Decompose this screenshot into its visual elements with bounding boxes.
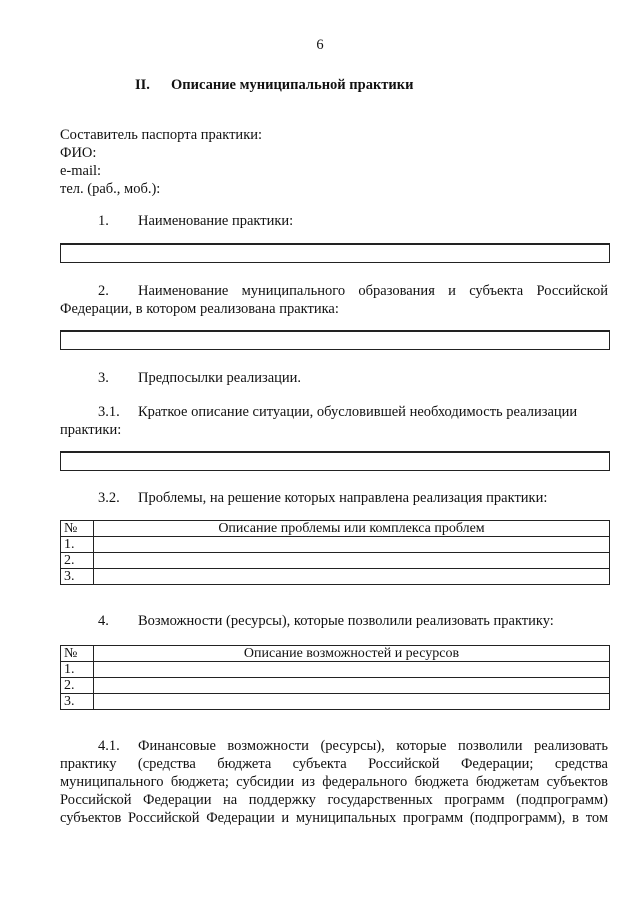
practice-name-field[interactable] bbox=[60, 243, 610, 263]
item-3-1-text-1: Краткое описание ситуации, обусловившей необходимость реализации bbox=[138, 404, 578, 420]
table-row bbox=[61, 553, 610, 569]
row-number: 1. bbox=[61, 662, 94, 678]
item-3-1-line-2: практики: bbox=[60, 422, 122, 438]
item-1-text: Наименование практики: bbox=[138, 213, 294, 229]
row-cell[interactable] bbox=[94, 694, 610, 710]
header-description: Описание возможностей и ресурсов bbox=[94, 646, 610, 662]
item-3 bbox=[98, 369, 301, 387]
table-header-row bbox=[61, 521, 610, 537]
table-header-row bbox=[61, 646, 610, 662]
row-cell[interactable] bbox=[94, 662, 610, 678]
row-cell[interactable] bbox=[94, 569, 610, 585]
row-cell[interactable] bbox=[94, 553, 610, 569]
item-4-1-number: 4.1. bbox=[98, 738, 120, 754]
item-3-text: Предпосылки реализации. bbox=[138, 370, 302, 386]
problems-table bbox=[60, 520, 610, 585]
table-row bbox=[61, 569, 610, 585]
section-roman: II. bbox=[135, 77, 150, 93]
item-2-line-1 bbox=[60, 282, 608, 300]
header-description: Описание проблемы или комплекса проблем bbox=[94, 521, 610, 537]
item-4-1-line-4: Российской Федерации на поддержку государственных программ (подпрограмм) bbox=[60, 792, 608, 808]
table-row bbox=[61, 662, 610, 678]
author-line-2: ФИО: bbox=[60, 145, 97, 161]
item-4-number: 4. bbox=[98, 613, 109, 629]
item-2-line-2: Федерации, в котором реализована практика: bbox=[60, 301, 339, 317]
section-title bbox=[135, 77, 414, 94]
row-number: 2. bbox=[61, 678, 94, 694]
item-4-1-line-1 bbox=[98, 737, 608, 755]
header-number: № bbox=[61, 521, 94, 537]
item-3-2-text: Проблемы, на решение которых направлена реализация практики: bbox=[138, 490, 548, 506]
item-3-number: 3. bbox=[98, 370, 109, 386]
item-1 bbox=[98, 212, 293, 230]
author-line-1: Составитель паспорта практики: bbox=[60, 127, 263, 143]
item-4-1-line-2: практику (средства бюджета субъекта Российской Федерации; средства bbox=[60, 756, 608, 772]
row-number: 3. bbox=[61, 569, 94, 585]
item-3-1-number: 3.1. bbox=[98, 404, 120, 420]
row-cell[interactable] bbox=[94, 678, 610, 694]
row-number: 1. bbox=[61, 537, 94, 553]
item-3-1-line-1 bbox=[98, 403, 577, 421]
item-2-text-1: Наименование муниципального образования и субъекта Российской bbox=[138, 283, 608, 299]
table-row bbox=[61, 694, 610, 710]
row-cell[interactable] bbox=[94, 537, 610, 553]
item-2-number: 2. bbox=[98, 283, 109, 299]
item-4-1-line-3: муниципального бюджета; субсидии из федерального бюджета бюджетам субъектов bbox=[60, 774, 608, 790]
municipality-field[interactable] bbox=[60, 330, 610, 350]
item-3-2-number: 3.2. bbox=[98, 490, 120, 506]
row-number: 3. bbox=[61, 694, 94, 710]
row-number: 2. bbox=[61, 553, 94, 569]
item-3-2 bbox=[98, 489, 547, 507]
header-number: № bbox=[61, 646, 94, 662]
author-line-3: e-mail: bbox=[60, 163, 102, 179]
page-number: 6 bbox=[316, 37, 324, 53]
table-row bbox=[61, 537, 610, 553]
author-line-4: тел. (раб., моб.): bbox=[60, 181, 161, 197]
item-4-text: Возможности (ресурсы), которые позволили реализовать практику: bbox=[138, 613, 554, 629]
item-4-1-line-5: субъектов Российской Федерации и муниципальных программ (подпрограмм), в том bbox=[60, 810, 608, 826]
item-4 bbox=[98, 612, 554, 630]
item-4-1-text-1: Финансовые возможности (ресурсы), которые позволили реализовать bbox=[138, 738, 608, 754]
table-row bbox=[61, 678, 610, 694]
section-title-text: Описание муниципальной практики bbox=[171, 77, 414, 93]
resources-table bbox=[60, 645, 610, 710]
item-1-number: 1. bbox=[98, 213, 109, 229]
situation-field[interactable] bbox=[60, 451, 610, 471]
